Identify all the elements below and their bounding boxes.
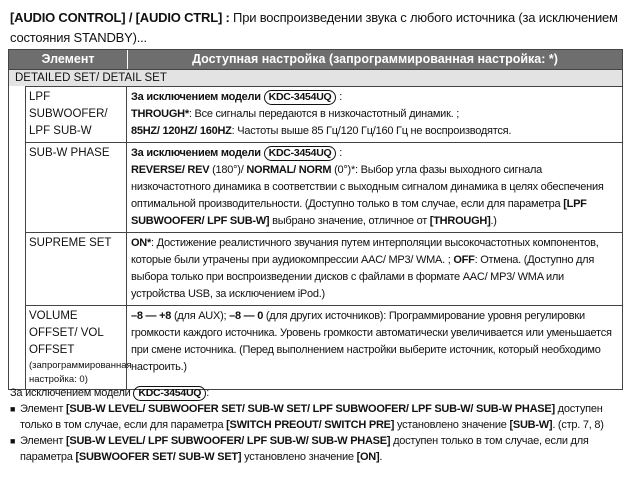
model-note: За исключением модели KDC-3454UQ : xyxy=(131,147,343,159)
list-item: ■ Элемент [SUB-W LEVEL/ SUBWOOFER SET/ SUB-W SET/ LPF SUBWOOFER/ LPF SUB-W/ SUB-W PHASE] доступен только в том случае, если для параметра [SWITCH PREOUT/ SWITCH PRE] установлено значение [SUB-W]. (стр. 7, 8) xyxy=(10,403,604,431)
header-item: Элемент xyxy=(9,50,128,69)
table-row xyxy=(25,305,622,389)
row-item: SUPREME SET xyxy=(26,233,127,305)
row-setting: –8 — +8 (для AUX); –8 — 0 (для других источников): Программирование уровня регулировки громкости каждого источника. Уровень громкости автоматически увеличивается или уменьшается при смене источника. (Перед выполнением настройки выберите источник, который необходимо настроить.) xyxy=(131,310,612,373)
header-setting: Доступная настройка (запрограммированная настройка: *) xyxy=(192,52,558,66)
setting-paragraph: REVERSE/ REV (180°)/ NORMAL/ NORM (0°)*: Выбор угла фазы выходного сигнала низкочастотного динамика в соответствии с выходным сигналом динамика в целях обеспечения оптимальной производительности. (Доступно только в том случае, если для параметра [LPF SUBWOOFER/ LPF SUB-W] выбрано значение, отличное от [THROUGH].) xyxy=(131,164,604,227)
footnotes xyxy=(10,385,622,465)
model-badge: KDC-3454UQ xyxy=(264,146,337,161)
setting-line: THROUGH*: Все сигналы передаются в низкочастотный динамик. ; xyxy=(131,108,460,120)
model-note: За исключением модели KDC-3454UQ : xyxy=(131,91,343,103)
row-item: VOLUME OFFSET/ VOL OFFSET (запрограммированная настройка: 0) xyxy=(26,306,127,389)
settings-table xyxy=(8,49,623,390)
list-item: ■ Элемент [SUB-W LEVEL/ LPF SUBWOOFER/ LPF SUB-W/ SUB-W PHASE] доступен только в том случае, если для параметра [SUBWOOFER SET/ SUB-W SET] установлено значение [ON]. xyxy=(10,435,589,463)
intro-title: [AUDIO CONTROL] / [AUDIO CTRL] : xyxy=(10,10,230,25)
row-setting xyxy=(127,143,622,232)
row-setting xyxy=(127,87,622,142)
table-row xyxy=(25,232,622,305)
row-setting: ON*: Достижение реалистичного звучания путем интерполяции высокочастотных компонентов, которые были утрачены при аудиокомпрессии AAC/ MP3/ WMA. ; OFF: Отмена. (Доступно для выбора только при воспроизведении дисков с файлами в формате AAC/ MP3/ WMA или устройства USB, за исключением iPod.) xyxy=(131,237,599,300)
section-title: DETAILED SET/ DETAIL SET xyxy=(9,69,622,86)
model-badge: KDC-3454UQ xyxy=(133,386,206,401)
footnote-lead: За исключением модели KDC-3454UQ : xyxy=(10,387,210,399)
row-item: SUB-W PHASE xyxy=(26,143,127,232)
setting-line: 85HZ/ 120HZ/ 160HZ: Частоты выше 85 Гц/120 Гц/160 Гц не воспроизводятся. xyxy=(131,125,512,137)
table-header xyxy=(9,50,622,69)
bullet-square-icon: ■ xyxy=(10,436,16,446)
model-badge: KDC-3454UQ xyxy=(264,90,337,105)
table-row xyxy=(25,86,622,142)
table-row xyxy=(25,142,622,232)
row-item-default: (запрограммированная настройка: 0) xyxy=(29,360,132,385)
row-item: LPF SUBWOOFER/ LPF SUB-W xyxy=(26,87,127,142)
bullet-square-icon: ■ xyxy=(10,404,16,414)
intro-text: При воспроизведении звука с любого источника (за исключением состояния STANDBY)... xyxy=(10,10,618,45)
intro-paragraph xyxy=(10,8,622,48)
